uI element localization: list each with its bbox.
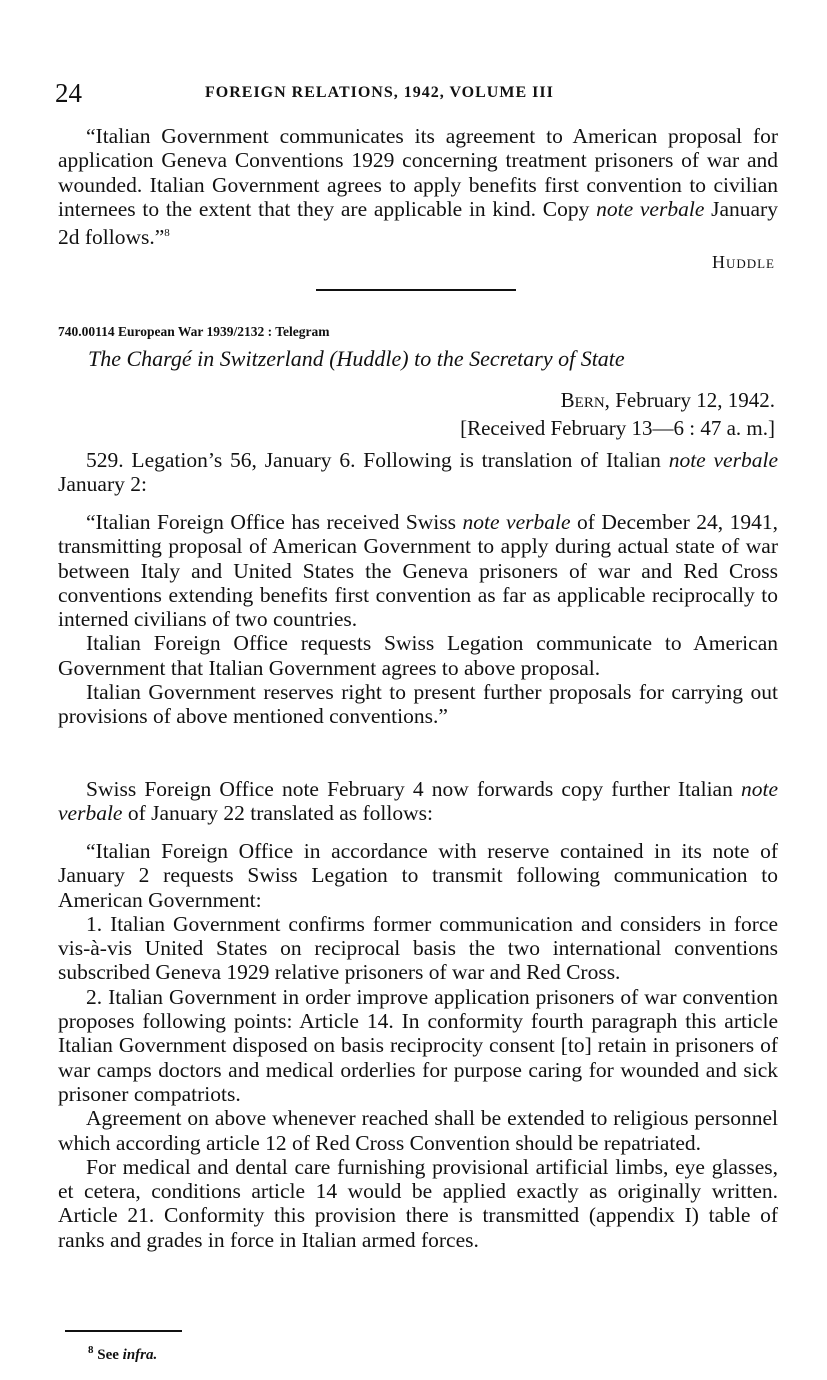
dateline [460, 386, 775, 442]
page-number: 24 [55, 78, 82, 108]
q1-em: note verbale [462, 510, 571, 534]
q2-paragraph-5: For medical and dental care furnishing provisional artificial limbs, eye glasses, et cetera, conditions article 14 would be applied exactly as originally written. Article 21. Conformity this provision there is transmitted (appendix I) table of ranks and grades in force in Italian armed forces. [58, 1154, 778, 1252]
q2-paragraph-1: “Italian Foreign Office in accordance with reserve contained in its note of January 2 requests Swiss Legation to transmit following communication to American Government: [58, 839, 778, 912]
footnote [88, 1344, 157, 1364]
date: February 12, 1942. [609, 388, 775, 412]
q2-paragraph-3: 2. Italian Government in order improve application prisoners of war convention proposes following points: Article 14. In conformity fourth paragraph this article Italian Government disposed on basis reciprocity consent [to] retain in prisoners of war camps doctors and medical orderlies for purpose caring for wounded and sick prisoner compatriots. [58, 984, 778, 1106]
p2-text-a: Swiss Foreign Office note February 4 now forwards copy further Italian [86, 777, 741, 801]
quote-1 [58, 510, 778, 729]
q2-paragraph-2: 1. Italian Government confirms former communication and considers in force vis-à-vis United States on reciprocal basis the two international conventions subscribed Geneva 1929 relative prisoners of war and Red Cross. [58, 911, 778, 985]
signature: Huddle [711, 252, 775, 272]
top-quote-text: “Italian Government communicates its agreement to American proposal for application Geneva Conventions 1929 concerning treatment prisoners of war and wounded. Italian Government agrees to apply benefits first convention to civilian internees to the extent that they are applicable in kind. Copy [58, 124, 778, 221]
footnote-divider [65, 1330, 182, 1332]
top-quote [58, 124, 778, 250]
received-line: [Received February 13—6 : 47 a. m.] [460, 416, 775, 440]
footnote-mark: 8 [164, 227, 170, 240]
q2-paragraph-4: Agreement on above whenever reached shall be extended to religious personnel which according article 12 of Red Cross Convention should be repatriated. [58, 1106, 778, 1155]
document-title: The Chargé in Switzerland (Huddle) to the Secretary of State [88, 346, 625, 371]
quote-2 [58, 839, 778, 1252]
section-divider [316, 289, 516, 291]
q1-paragraph-3: Italian Government reserves right to present further proposals for carrying out provisions of above mentioned conventions.” [58, 680, 778, 729]
p2-text-b: of January 22 translated as follows: [122, 801, 433, 826]
q1-text-a: “Italian Foreign Office has received Swiss [86, 510, 463, 534]
p1-tail: January 2: [58, 472, 147, 497]
q1-paragraph-2: Italian Foreign Office requests Swiss Legation communicate to American Government that Italian Government agrees to above proposal. [58, 631, 778, 680]
p1-em: note verbale [668, 448, 778, 472]
p1-text: 529. Legation’s 56, January 6. Following is translation of Italian [86, 448, 669, 472]
file-reference: 740.00114 European War 1939/2132 : Telegram [58, 324, 330, 339]
footnote-text: See [93, 1347, 123, 1363]
footnote-number: 8 [88, 1344, 94, 1356]
top-quote-paragraph [58, 124, 778, 250]
q1-text-b: of December 24, 1941, transmitting proposal of American Government to apply during actual state of war between Italy and United States the Geneva prisoners of war and Red Cross conventions extending benefits first convention as far as applicable reciprocally to interned civilians of two countries. [58, 510, 778, 632]
place: Bern, [560, 388, 610, 412]
body-p2 [58, 777, 778, 826]
footnote-em: infra. [122, 1347, 158, 1363]
body-p1 [58, 448, 778, 497]
top-quote-em: note verbale [596, 196, 705, 221]
running-head: FOREIGN RELATIONS, 1942, VOLUME III [205, 84, 554, 101]
top-quote-tail: January 2d follows.” [58, 196, 778, 250]
p2-em: note verbale [58, 777, 778, 826]
page-header [55, 78, 775, 110]
